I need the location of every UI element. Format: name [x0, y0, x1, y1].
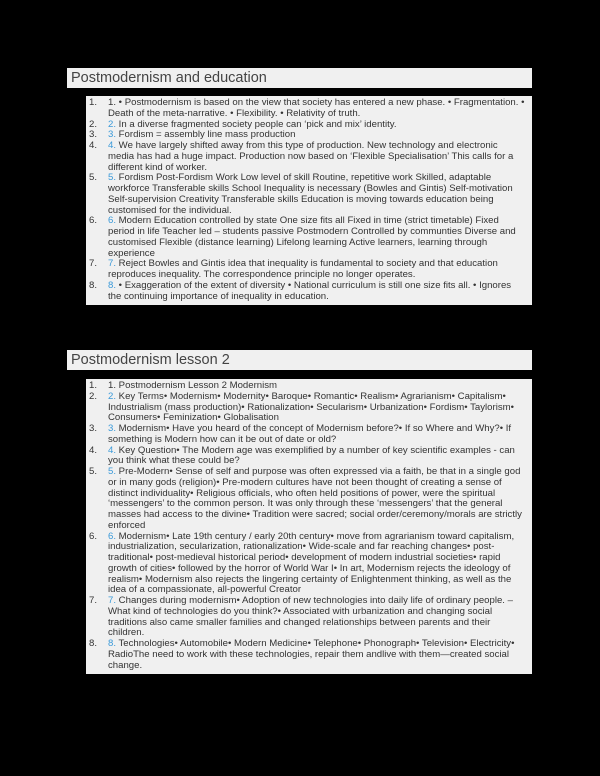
list-item: [86, 596, 526, 639]
outer-number: 6.: [89, 215, 98, 227]
item-text: Fordism Post-Fordism Work Low level of skill Routine, repetitive work Skilled, adaptable workforce Transferable skills School Inequality is necessary (Bowles and Gintis) Self-motivation Self-supervision Creativity Transferable skills Education is moving towards education being customised for the individual.: [108, 172, 513, 216]
item-text: In a diverse fragmented society people can ‘pick and mix’ identity.: [116, 118, 397, 130]
list-item: [86, 639, 526, 671]
inner-number-link[interactable]: 6.: [108, 530, 117, 542]
outer-number: 4.: [89, 444, 98, 456]
inner-number-link[interactable]: 5.: [108, 172, 117, 184]
inner-number-link[interactable]: 7.: [108, 258, 117, 270]
inner-number-link[interactable]: 4.: [108, 444, 117, 456]
inner-number-link[interactable]: 8.: [108, 279, 117, 291]
item-text: Modern Education controlled by state One size fits all Fixed in time (strict timetable) Fixed period in life Teacher led – students passive Postmodern Controlled by communties Diverse and customised Flexible (distance learning) Lifelong learning Active learners, learning through experience: [108, 215, 516, 259]
section-title-postmodernism-education: Postmodernism and education: [67, 68, 532, 88]
inner-number-link[interactable]: 6.: [108, 215, 117, 227]
list-item: [86, 467, 526, 532]
outer-number: 1.: [89, 380, 98, 391]
outer-number: 5.: [89, 466, 98, 477]
list-item: [86, 98, 526, 120]
inner-number: 1.: [108, 97, 117, 108]
outer-number: 8.: [89, 638, 98, 649]
item-text: Changes during modernism• Adoption of new technologies into daily life of ordinary people. – What kind of technologies do you think?• Associated with urbanization and changing social traditions also came smaller families and changed relationships between parents and their children.: [108, 595, 513, 639]
outer-number: 1.: [89, 97, 98, 108]
list-item: [86, 216, 526, 259]
outer-number: 2.: [89, 390, 98, 402]
item-text: • Exaggeration of the extent of diversity • National curriculum is still one size fits all. • Ignores the continuing importance of inequality in education.: [108, 279, 512, 302]
item-text: Pre-Modern• Sense of self and purpose was often expressed via a faith, be that in a single god or in many gods (religion)• Pre-modern cultures have not been thought of creating a sense of distinct individuality• Religious officials, who often held positions of power, were the spiritual ‘messengers’ to the common person. It was only through these ‘messengers’ that the general masses had access to the divine• Tradition were sacred; social order/ceremony/morals are strictly enforced: [108, 466, 522, 531]
item-text: Modernism• Late 19th century / early 20th century• move from agrarianism toward capitalism, industrialization, secularization, rationalization• Wide-scale and far reaching changes• post-traditional• post-medieval historical period• development of modern industrial societies• rapid growth of cities• followed by the horror of World War I• In art, Modernism rejects the ideology of realism• Modernism also rejects the lingering certainty of Enlightenment thinking, as well as the idea of a compassionate, all-powerful Creator: [108, 530, 515, 596]
list-item: [86, 141, 526, 173]
outer-number: 7.: [89, 258, 98, 270]
inner-number-link[interactable]: 2.: [108, 390, 117, 402]
outer-number: 5.: [89, 172, 98, 184]
item-text: Fordism = assembly line mass production: [116, 129, 296, 141]
item-text: Technologies• Automobile• Modern Medicine• Telephone• Phonograph• Television• Electricity• RadioThe need to work with these technologies, repair them andlive with them—created social change.: [108, 638, 515, 671]
list-item: [86, 392, 526, 424]
section-title-postmodernism-lesson-2: Postmodernism lesson 2: [67, 350, 532, 370]
outer-number: 2.: [89, 118, 98, 130]
outer-number: 3.: [89, 423, 98, 434]
list-item: [86, 173, 526, 216]
list-item: [86, 446, 526, 468]
section-body-postmodernism-education: [86, 96, 532, 305]
inner-number-link[interactable]: 3.: [108, 423, 117, 434]
outer-number: 3.: [89, 129, 98, 141]
slide-list: [86, 381, 526, 671]
inner-number: 1.: [108, 380, 117, 391]
item-text: Key Terms• Modernism• Modernity• Baroque• Romantic• Realism• Agrarianism• Capitalism• Industrialism (mass production)• Rationalization• Secularism• Urbanization• Fordism• Taylorism• Consumers• Feminization• Globalisation: [108, 390, 514, 424]
item-text: Key Question• The Modern age was exemplified by a number of key scientific examples - can you think what these could be?: [108, 444, 515, 467]
item-text: Postmodernism Lesson 2 Modernism: [116, 380, 278, 391]
list-item: [86, 424, 526, 446]
item-text: Reject Bowles and Gintis idea that inequality is fundamental to society and that education reproduces inequality. The correspondence principle no longer operates.: [108, 258, 498, 280]
list-item: [86, 281, 526, 303]
item-text: • Postmodernism is based on the view that society has entered a new phase. • Fragmentation. • Death of the meta-narrative. • Flexibility. • Relativity of truth.: [108, 97, 525, 119]
inner-number-link[interactable]: 7.: [108, 595, 117, 606]
inner-number-link[interactable]: 3.: [108, 129, 117, 141]
section-body-postmodernism-lesson-2: [86, 379, 532, 674]
item-text: We have largely shifted away from this type of production. New technology and electronic media has had a huge impact. Production now based on ‘Flexible Specialisation’ This calls for a different kind of worker.: [108, 140, 514, 173]
outer-number: 4.: [89, 140, 98, 151]
list-item: [86, 532, 526, 597]
slide-list: [86, 98, 526, 302]
list-item: [86, 259, 526, 281]
outer-number: 8.: [89, 279, 98, 291]
inner-number-link[interactable]: 4.: [108, 140, 117, 151]
inner-number-link[interactable]: 2.: [108, 118, 117, 130]
inner-number-link[interactable]: 5.: [108, 466, 117, 477]
item-text: Modernism• Have you heard of the concept of Modernism before?• If so Where and Why?• If something is Modern how can it be out of date or old?: [108, 423, 512, 445]
outer-number: 7.: [89, 595, 98, 606]
outer-number: 6.: [89, 530, 98, 542]
inner-number-link[interactable]: 8.: [108, 638, 117, 649]
